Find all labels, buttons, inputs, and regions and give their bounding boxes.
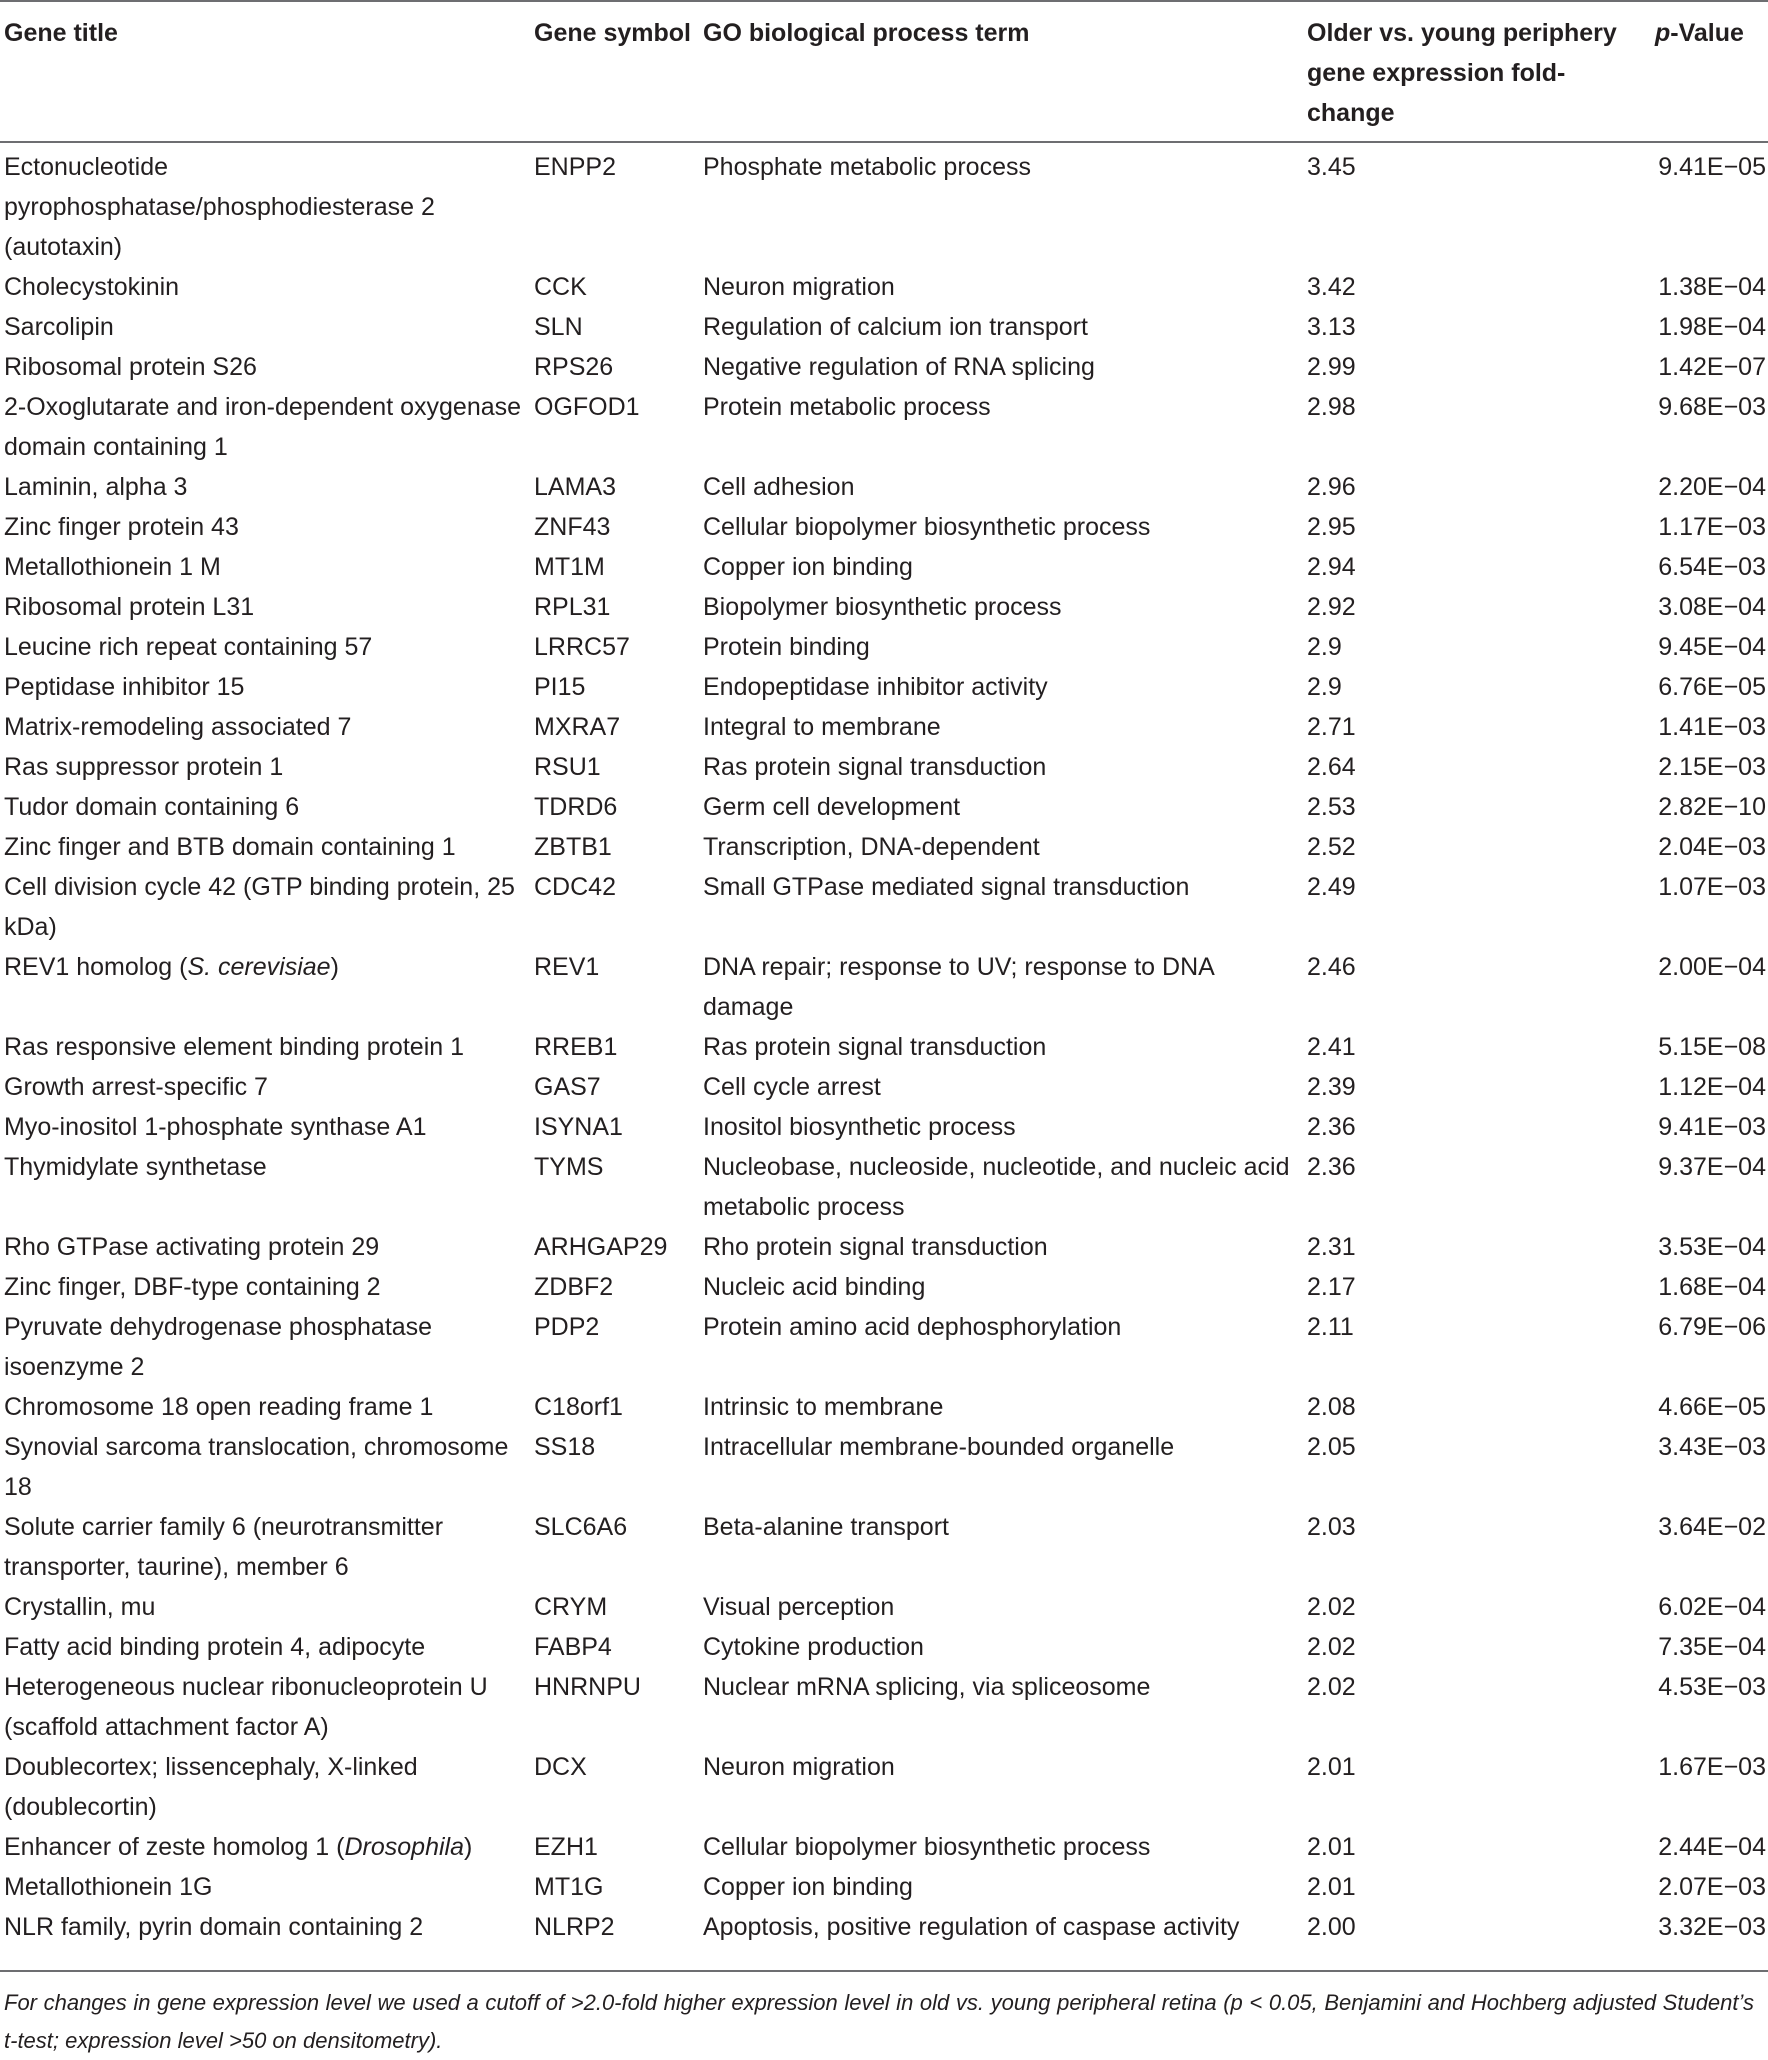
table-row — [0, 587, 1768, 627]
cell-gene-title — [0, 1227, 534, 1267]
cell-go-term: Intrinsic to membrane — [703, 1393, 944, 1421]
table-row — [0, 547, 1768, 587]
cell-go-term: Protein metabolic process — [703, 393, 991, 421]
cell-go-term: Phosphate metabolic process — [703, 153, 1031, 181]
table-row — [0, 1027, 1768, 1067]
cell-fold-change: 3.13 — [1307, 313, 1356, 341]
cell-gene-symbol: ZDBF2 — [534, 1273, 614, 1301]
gene-title-text: Leucine rich repeat containing 57 — [4, 633, 373, 661]
cell-p-value: 9.41E−05 — [1658, 153, 1766, 181]
gene-title-text: REV1 homolog ( — [4, 953, 188, 981]
header-gene-title: Gene title — [4, 19, 118, 47]
cell-fold-change: 2.64 — [1307, 753, 1356, 781]
gene-title-text: Zinc finger and BTB domain containing 1 — [4, 833, 456, 861]
gene-title-text: Cell division cycle 42 (GTP binding protein, 25 kDa) — [4, 873, 515, 941]
cell-fold-change: 2.94 — [1307, 553, 1356, 581]
cell-p-value: 9.45E−04 — [1658, 633, 1766, 661]
table-row — [0, 1907, 1768, 1947]
cell-p-value: 6.79E−06 — [1658, 1313, 1766, 1341]
cell-gene-symbol: ENPP2 — [534, 153, 616, 181]
cell-gene-title — [0, 387, 534, 467]
cell-gene-title — [0, 1867, 534, 1907]
header-fold-change: Older vs. young periphery gene expression fold-change — [1307, 19, 1617, 127]
gene-title-text: Ras suppressor protein 1 — [4, 753, 284, 781]
gene-title-text: Ribosomal protein S26 — [4, 353, 257, 381]
gene-title-text: Laminin, alpha 3 — [4, 473, 188, 501]
cell-gene-symbol: C18orf1 — [534, 1393, 623, 1421]
table-row — [0, 1427, 1768, 1507]
table-row — [0, 387, 1768, 467]
cell-go-term: Germ cell development — [703, 793, 961, 821]
cell-gene-title — [0, 827, 534, 867]
cell-p-value: 6.02E−04 — [1658, 1593, 1766, 1621]
cell-gene-symbol: RREB1 — [534, 1033, 618, 1061]
cell-p-value: 7.35E−04 — [1658, 1633, 1766, 1661]
cell-p-value: 1.12E−04 — [1658, 1073, 1766, 1101]
cell-fold-change: 2.99 — [1307, 353, 1356, 381]
gene-title-text: Ectonucleotide pyrophosphatase/phosphodiesterase 2 (autotaxin) — [4, 153, 435, 261]
cell-fold-change: 2.95 — [1307, 513, 1356, 541]
top-rule — [0, 0, 1768, 2]
gene-title-text: Fatty acid binding protein 4, adipocyte — [4, 1633, 426, 1661]
cell-go-term: Cellular biopolymer biosynthetic process — [703, 513, 1151, 541]
cell-gene-title — [0, 307, 534, 347]
gene-title-text: Growth arrest-specific 7 — [4, 1073, 268, 1101]
cell-p-value: 4.53E−03 — [1658, 1673, 1766, 1701]
gene-title-text: Thymidylate synthetase — [4, 1153, 267, 1181]
table-row — [0, 1627, 1768, 1667]
header-p-value-p: p — [1655, 19, 1671, 47]
gene-title-text: Myo-inositol 1-phosphate synthase A1 — [4, 1113, 427, 1141]
table-body — [0, 133, 1768, 1947]
cell-fold-change: 2.36 — [1307, 1113, 1356, 1141]
cell-p-value: 2.15E−03 — [1658, 753, 1766, 781]
cell-fold-change: 3.42 — [1307, 273, 1356, 301]
cell-gene-symbol: TDRD6 — [534, 793, 618, 821]
cell-p-value: 4.66E−05 — [1658, 1393, 1766, 1421]
cell-gene-symbol: RPS26 — [534, 353, 614, 381]
table-row — [0, 747, 1768, 787]
cell-go-term: Inositol biosynthetic process — [703, 1113, 1016, 1141]
cell-p-value: 2.00E−04 — [1658, 953, 1766, 981]
gene-title-after: ) — [464, 1833, 473, 1861]
cell-go-term: Cell adhesion — [703, 473, 855, 501]
gene-title-text: Enhancer of zeste homolog 1 ( — [4, 1833, 345, 1861]
table-row — [0, 1667, 1768, 1747]
cell-gene-symbol: FABP4 — [534, 1633, 612, 1661]
gene-title-text: Solute carrier family 6 (neurotransmitter transporter, taurine), member 6 — [4, 1513, 444, 1581]
cell-fold-change: 3.45 — [1307, 153, 1356, 181]
cell-go-term: Rho protein signal transduction — [703, 1233, 1048, 1261]
header-row — [0, 3, 1768, 133]
cell-go-term: Nuclear mRNA splicing, via spliceosome — [703, 1673, 1151, 1701]
table-row — [0, 1227, 1768, 1267]
cell-gene-title — [0, 1107, 534, 1147]
gene-title-text: Chromosome 18 open reading frame 1 — [4, 1393, 434, 1421]
gene-title-text: Zinc finger, DBF-type containing 2 — [4, 1273, 381, 1301]
cell-go-term: Apoptosis, positive regulation of caspase activity — [703, 1913, 1240, 1941]
table-row — [0, 1107, 1768, 1147]
cell-gene-title — [0, 1627, 534, 1667]
cell-p-value: 1.98E−04 — [1658, 313, 1766, 341]
cell-go-term: Small GTPase mediated signal transduction — [703, 873, 1190, 901]
header-p-value — [1643, 3, 1768, 133]
cell-fold-change: 2.53 — [1307, 793, 1356, 821]
gene-title-text: Metallothionein 1 M — [4, 553, 221, 581]
gene-title-text: Ribosomal protein L31 — [4, 593, 255, 621]
gene-title-text: Zinc finger protein 43 — [4, 513, 239, 541]
header-p-value-suffix: -Value — [1670, 19, 1744, 47]
cell-go-term: Neuron migration — [703, 1753, 895, 1781]
gene-title-after: ) — [330, 953, 339, 981]
cell-gene-symbol: HNRNPU — [534, 1673, 641, 1701]
gene-title-text: Matrix-remodeling associated 7 — [4, 713, 352, 741]
cell-gene-title — [0, 347, 534, 387]
cell-p-value: 2.44E−04 — [1658, 1833, 1766, 1861]
cell-gene-symbol: OGFOD1 — [534, 393, 640, 421]
table-row — [0, 1147, 1768, 1227]
gene-title-text: 2-Oxoglutarate and iron-dependent oxygenase domain containing 1 — [4, 393, 522, 461]
cell-p-value: 9.41E−03 — [1658, 1113, 1766, 1141]
cell-gene-symbol: RPL31 — [534, 593, 611, 621]
cell-go-term: DNA repair; response to UV; response to DNA damage — [703, 953, 1214, 1021]
cell-go-term: Nucleic acid binding — [703, 1273, 926, 1301]
cell-go-term: Regulation of calcium ion transport — [703, 313, 1088, 341]
cell-p-value: 1.41E−03 — [1658, 713, 1766, 741]
cell-gene-title — [0, 867, 534, 947]
cell-gene-title — [0, 267, 534, 307]
cell-go-term: Neuron migration — [703, 273, 895, 301]
cell-gene-symbol: DCX — [534, 1753, 587, 1781]
cell-gene-title — [0, 787, 534, 827]
header-gene-symbol: Gene symbol — [534, 19, 691, 47]
cell-gene-title — [0, 507, 534, 547]
cell-p-value: 3.08E−04 — [1658, 593, 1766, 621]
table-row — [0, 1387, 1768, 1427]
gene-title-text: Tudor domain containing 6 — [4, 793, 300, 821]
cell-fold-change: 2.01 — [1307, 1873, 1356, 1901]
table-row — [0, 667, 1768, 707]
cell-gene-symbol: MT1M — [534, 553, 605, 581]
table-row — [0, 1067, 1768, 1107]
table-footnote: For changes in gene expression level we used a cutoff of >2.0-fold higher expression level in old vs. young peripheral retina (p < 0.05, Benjamini and Hochberg adjusted Student’s t-test; expression level >50 on densitometry). — [4, 1990, 1754, 2053]
gene-title-text: Heterogeneous nuclear ribonucleoprotein U (scaffold attachment factor A) — [4, 1673, 488, 1741]
cell-gene-title — [0, 547, 534, 587]
cell-fold-change: 2.02 — [1307, 1673, 1356, 1701]
cell-go-term: Ras protein signal transduction — [703, 753, 1047, 781]
cell-gene-title — [0, 1747, 534, 1827]
cell-fold-change: 2.71 — [1307, 713, 1356, 741]
table-row — [0, 347, 1768, 387]
cell-gene-symbol: TYMS — [534, 1153, 604, 1181]
gene-title-text: Peptidase inhibitor 15 — [4, 673, 245, 701]
cell-fold-change: 2.41 — [1307, 1033, 1356, 1061]
cell-p-value: 2.07E−03 — [1658, 1873, 1766, 1901]
cell-p-value: 1.42E−07 — [1658, 353, 1766, 381]
cell-fold-change: 2.52 — [1307, 833, 1356, 861]
cell-fold-change: 2.02 — [1307, 1633, 1356, 1661]
table-row — [0, 707, 1768, 747]
table-row — [0, 947, 1768, 1027]
cell-gene-symbol: GAS7 — [534, 1073, 601, 1101]
cell-gene-symbol: SLN — [534, 313, 583, 341]
cell-gene-symbol: NLRP2 — [534, 1913, 615, 1941]
header-go-term: GO biological process term — [703, 19, 1030, 47]
cell-go-term: Cytokine production — [703, 1633, 924, 1661]
cell-gene-title — [0, 133, 534, 267]
cell-gene-symbol: ISYNA1 — [534, 1113, 623, 1141]
cell-gene-symbol: ZNF43 — [534, 513, 611, 541]
cell-fold-change: 2.02 — [1307, 1593, 1356, 1621]
cell-go-term: Endopeptidase inhibitor activity — [703, 673, 1048, 701]
cell-go-term: Cellular biopolymer biosynthetic process — [703, 1833, 1151, 1861]
cell-fold-change: 2.36 — [1307, 1153, 1356, 1181]
cell-gene-symbol: RSU1 — [534, 753, 601, 781]
gene-title-text: Doublecortex; lissencephaly, X-linked (doublecortin) — [4, 1753, 418, 1821]
cell-p-value: 1.68E−04 — [1658, 1273, 1766, 1301]
cell-go-term: Intracellular membrane-bounded organelle — [703, 1433, 1175, 1461]
cell-p-value: 5.15E−08 — [1658, 1033, 1766, 1061]
table-row — [0, 1867, 1768, 1907]
cell-p-value: 6.76E−05 — [1658, 673, 1766, 701]
cell-gene-symbol: PI15 — [534, 673, 586, 701]
cell-go-term: Nucleobase, nucleoside, nucleotide, and nucleic acid metabolic process — [703, 1153, 1290, 1221]
cell-fold-change: 2.08 — [1307, 1393, 1356, 1421]
cell-fold-change: 2.00 — [1307, 1913, 1356, 1941]
cell-gene-symbol: REV1 — [534, 953, 600, 981]
cell-gene-title — [0, 627, 534, 667]
cell-go-term: Beta-alanine transport — [703, 1513, 949, 1541]
gene-title-text: Crystallin, mu — [4, 1593, 156, 1621]
table-row — [0, 1267, 1768, 1307]
cell-gene-symbol: LAMA3 — [534, 473, 616, 501]
cell-p-value: 2.20E−04 — [1658, 473, 1766, 501]
cell-p-value: 3.43E−03 — [1658, 1433, 1766, 1461]
gene-title-text: Pyruvate dehydrogenase phosphatase isoenzyme 2 — [4, 1313, 433, 1381]
cell-fold-change: 2.31 — [1307, 1233, 1356, 1261]
table-row — [0, 133, 1768, 267]
gene-title-text: NLR family, pyrin domain containing 2 — [4, 1913, 424, 1941]
cell-p-value: 1.17E−03 — [1658, 513, 1766, 541]
cell-gene-symbol: CRYM — [534, 1593, 608, 1621]
cell-go-term: Cell cycle arrest — [703, 1073, 881, 1101]
cell-gene-title — [0, 1907, 534, 1947]
table-row — [0, 1747, 1768, 1827]
cell-gene-symbol: CDC42 — [534, 873, 616, 901]
cell-fold-change: 2.9 — [1307, 633, 1342, 661]
cell-p-value: 9.37E−04 — [1658, 1153, 1766, 1181]
cell-gene-title — [0, 707, 534, 747]
table-row — [0, 787, 1768, 827]
cell-p-value: 3.32E−03 — [1658, 1913, 1766, 1941]
cell-gene-symbol: ZBTB1 — [534, 833, 612, 861]
cell-gene-symbol: EZH1 — [534, 1833, 598, 1861]
cell-fold-change: 2.03 — [1307, 1513, 1356, 1541]
cell-go-term: Copper ion binding — [703, 1873, 913, 1901]
cell-gene-symbol: PDP2 — [534, 1313, 600, 1341]
cell-go-term: Ras protein signal transduction — [703, 1033, 1047, 1061]
table-row — [0, 827, 1768, 867]
cell-gene-title — [0, 1267, 534, 1307]
cell-gene-title — [0, 1667, 534, 1747]
gene-expression-table — [0, 3, 1768, 1947]
cell-go-term: Visual perception — [703, 1593, 895, 1621]
cell-fold-change: 2.39 — [1307, 1073, 1356, 1101]
cell-gene-symbol: SLC6A6 — [534, 1513, 628, 1541]
table-row — [0, 1827, 1768, 1867]
cell-p-value: 1.38E−04 — [1658, 273, 1766, 301]
table-row — [0, 467, 1768, 507]
cell-gene-title — [0, 467, 534, 507]
table-row — [0, 307, 1768, 347]
cell-gene-symbol: CCK — [534, 273, 587, 301]
cell-go-term: Protein amino acid dephosphorylation — [703, 1313, 1122, 1341]
table-row — [0, 507, 1768, 547]
cell-gene-symbol: MXRA7 — [534, 713, 621, 741]
cell-gene-symbol: ARHGAP29 — [534, 1233, 668, 1261]
cell-fold-change: 2.05 — [1307, 1433, 1356, 1461]
cell-gene-symbol: MT1G — [534, 1873, 604, 1901]
gene-title-text: Rho GTPase activating protein 29 — [4, 1233, 380, 1261]
gene-title-text: Ras responsive element binding protein 1 — [4, 1033, 464, 1061]
cell-gene-title — [0, 667, 534, 707]
cell-fold-change: 2.92 — [1307, 593, 1356, 621]
cell-p-value: 1.67E−03 — [1658, 1753, 1766, 1781]
bottom-rule — [0, 1970, 1768, 1972]
cell-fold-change: 2.01 — [1307, 1833, 1356, 1861]
cell-p-value: 2.82E−10 — [1658, 793, 1766, 821]
table-row — [0, 1587, 1768, 1627]
cell-fold-change: 2.49 — [1307, 873, 1356, 901]
cell-gene-title — [0, 1587, 534, 1627]
cell-fold-change: 2.9 — [1307, 673, 1342, 701]
cell-gene-title — [0, 947, 534, 1027]
cell-gene-title — [0, 1067, 534, 1107]
cell-p-value: 6.54E−03 — [1658, 553, 1766, 581]
cell-fold-change: 2.01 — [1307, 1753, 1356, 1781]
cell-go-term: Protein binding — [703, 633, 870, 661]
cell-gene-symbol: SS18 — [534, 1433, 596, 1461]
gene-title-text: Sarcolipin — [4, 313, 114, 341]
table-row — [0, 1507, 1768, 1587]
cell-gene-title — [0, 1507, 534, 1587]
cell-gene-title — [0, 1427, 534, 1507]
cell-go-term: Biopolymer biosynthetic process — [703, 593, 1062, 621]
cell-p-value: 3.64E−02 — [1658, 1513, 1766, 1541]
cell-fold-change: 2.46 — [1307, 953, 1356, 981]
cell-gene-title — [0, 1307, 534, 1387]
cell-fold-change: 2.11 — [1307, 1313, 1354, 1341]
cell-gene-symbol: LRRC57 — [534, 633, 630, 661]
cell-p-value: 3.53E−04 — [1658, 1233, 1766, 1261]
table-row — [0, 267, 1768, 307]
cell-gene-title — [0, 1147, 534, 1227]
cell-go-term: Negative regulation of RNA splicing — [703, 353, 1095, 381]
gene-title-text: Synovial sarcoma translocation, chromosome 18 — [4, 1433, 509, 1501]
gene-title-species: Drosophila — [344, 1833, 464, 1861]
table-row — [0, 627, 1768, 667]
cell-fold-change: 2.96 — [1307, 473, 1356, 501]
table-row — [0, 1307, 1768, 1387]
table-header — [0, 3, 1768, 133]
cell-go-term: Transcription, DNA-dependent — [703, 833, 1040, 861]
cell-gene-title — [0, 747, 534, 787]
cell-gene-title — [0, 1827, 534, 1867]
cell-p-value: 2.04E−03 — [1658, 833, 1766, 861]
cell-p-value: 1.07E−03 — [1658, 873, 1766, 901]
cell-fold-change: 2.17 — [1307, 1273, 1356, 1301]
table-row — [0, 867, 1768, 947]
cell-p-value: 9.68E−03 — [1658, 393, 1766, 421]
gene-title-species: S. cerevisiae — [187, 953, 331, 981]
cell-gene-title — [0, 1027, 534, 1067]
cell-go-term: Copper ion binding — [703, 553, 913, 581]
gene-title-text: Metallothionein 1G — [4, 1873, 213, 1901]
gene-title-text: Cholecystokinin — [4, 273, 180, 301]
cell-go-term: Integral to membrane — [703, 713, 941, 741]
cell-gene-title — [0, 1387, 534, 1427]
cell-gene-title — [0, 587, 534, 627]
cell-fold-change: 2.98 — [1307, 393, 1356, 421]
